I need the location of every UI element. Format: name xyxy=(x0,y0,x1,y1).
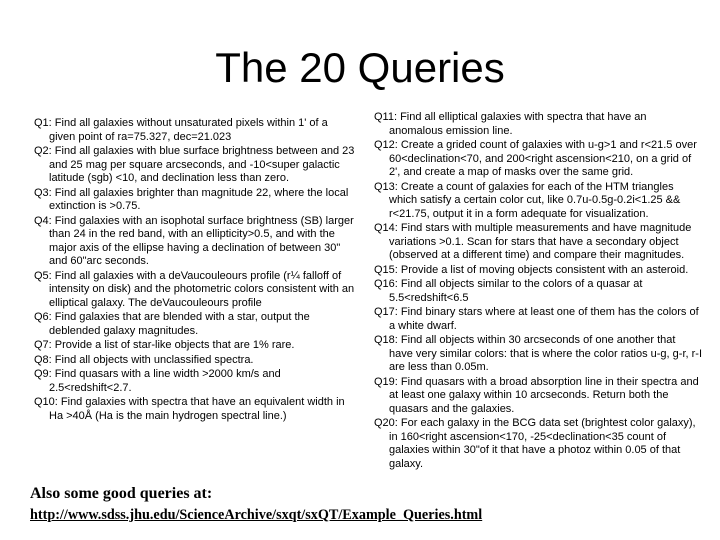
query-item: Q10: Find galaxies with spectra that have an equivalent width in Ha >40Å (Ha is the main hydrogen spectral line.) xyxy=(34,396,345,422)
query-item: Q15: Provide a list of moving objects consistent with an asteroid. xyxy=(374,263,689,276)
query-item: Q13: Create a count of galaxies for each of the HTM triangles which satisfy a certain color cut, like 0.7u-0.5g-0.2i<1.25 && r<21.75, output it in a form adequate for visualization. xyxy=(374,180,681,220)
query-item: Q18: Find all objects within 30 arcseconds of one another that have very similar colors: that is where the color ratios u-g, g-r, r-I are less than 0.05m. xyxy=(374,334,702,374)
query-item: Q12: Create a grided count of galaxies with u-g>1 and r<21.5 over 60<declination<70, and 200<right ascension<210, on a grid of 2', and create a map of masks over the same grid. xyxy=(374,138,697,179)
example-queries-link[interactable]: http://www.sdss.jhu.edu/ScienceArchive/sxqt/sxQT/Example_Queries.html xyxy=(30,507,483,523)
query-item: Q17: Find binary stars where at least one of them has the colors of a white dwarf. xyxy=(374,306,699,332)
query-item: Q2: Find all galaxies with blue surface brightness between and 23 and 25 mag per square arcseconds, and -10<super galactic latitude (sgb) <10, and declination less than zero. xyxy=(34,144,355,185)
queries-right-column xyxy=(374,111,702,472)
queries-left-column xyxy=(34,117,356,424)
query-item: Q5: Find all galaxies with a deVaucouleours profile (r¼ falloff of intensity on disk) and the photometric colors consistent with an elliptical galaxy. The deVaucouleours profile xyxy=(34,269,355,309)
query-item: Q14: Find stars with multiple measurements and have magnitude variations >0.1. Scan for stars that have a secondary object (observed at a different time) and compare their magnitudes. xyxy=(374,222,692,262)
query-item: Q7: Provide a list of star-like objects that are 1% rare. xyxy=(34,339,295,352)
slide-title: The 20 Queries xyxy=(215,44,505,91)
query-item: Q3: Find all galaxies brighter than magnitude 22, where the local extinction is >0.75. xyxy=(34,186,349,213)
query-item: Q8: Find all objects with unclassified spectra. xyxy=(34,353,254,366)
query-item: Q19: Find quasars with a broad absorption line in their spectra and at least one galaxy within 10 arcseconds. Return both the quasars and the galaxies. xyxy=(374,375,699,415)
query-item: Q4: Find galaxies with an isophotal surface brightness (SB) larger than 24 in the red band, with an ellipticity>0.5, and with the major axis of the ellipse having a declination of between 30" and 60"arc seconds. xyxy=(34,214,354,268)
query-item: Q1: Find all galaxies without unsaturated pixels within 1' of a given point of ra=75.327, dec=21.023 xyxy=(34,117,328,143)
query-item: Q20: For each galaxy in the BCG data set (brightest color galaxy), in 160<right ascension<170, -25<declination<35 count of galaxies within 30"of it that have a photoz within 0.05 of that galaxy. xyxy=(374,417,696,471)
also-queries-text: Also some good queries at: xyxy=(30,485,213,502)
query-item: Q6: Find galaxies that are blended with a star, output the deblended galaxy magnitudes. xyxy=(34,311,310,337)
query-item: Q9: Find quasars with a line width >2000 km/s and 2.5<redshift<2.7. xyxy=(34,368,281,394)
query-item: Q11: Find all elliptical galaxies with spectra that have an anomalous emission line. xyxy=(374,111,647,137)
query-item: Q16: Find all objects similar to the colors of a quasar at 5.5<redshift<6.5 xyxy=(374,278,643,304)
